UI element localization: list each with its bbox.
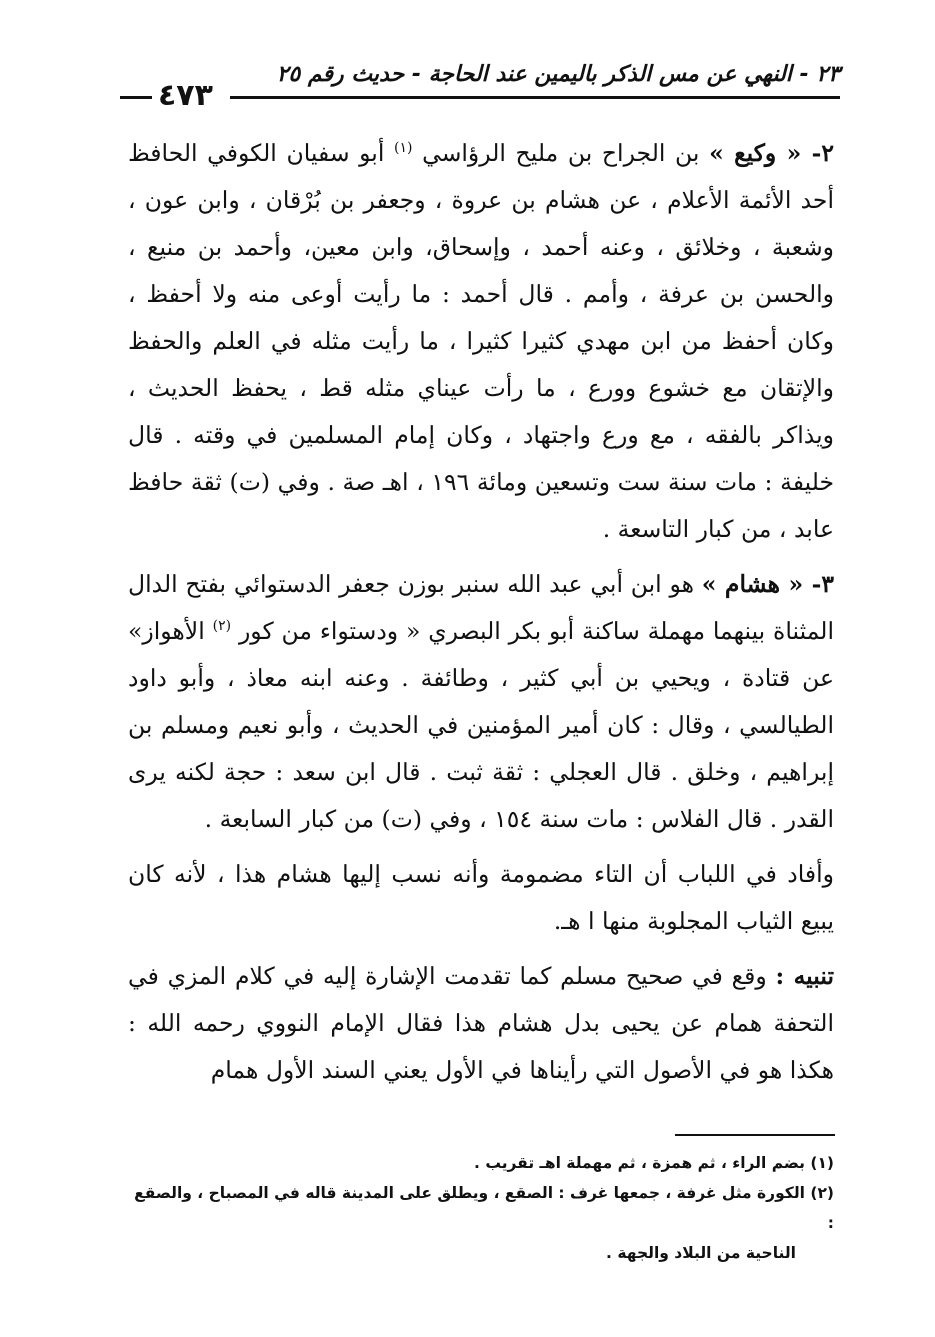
entry-label-hisham: ٣- « هشام » <box>701 570 834 598</box>
entry-label-waki: ٢- « وكيع » <box>709 139 834 167</box>
footnote-2-continued: الناحية من البلاد والجهة . <box>606 1244 796 1262</box>
paragraph-tanbih <box>128 953 834 1094</box>
tanbih-label: تنبيه : <box>775 962 834 990</box>
main-text <box>128 130 834 1094</box>
running-title: ٢٣ - النهي عن مس الذكر باليمين عند الحاجة - حديث رقم ٢٥ <box>276 62 840 87</box>
page-number: ٤٧٣ <box>158 78 213 113</box>
footnote-rule <box>675 1134 835 1136</box>
paragraph-waki <box>128 130 834 553</box>
footnote-2: (٢) الكورة مثل غرفة ، جمعها غرف : الصقع ، ويطلق على المدينة قاله في المصباح ، والصقع : <box>134 1184 834 1232</box>
paragraph-text: بن الجراح بن مليح الرؤاسي <box>422 139 700 167</box>
footnote-1: (١) بضم الراء ، ثم همزة ، ثم مهملة اهـ تقريب . <box>474 1154 834 1172</box>
paragraph-text: الأهواز» عن قتادة ، ويحيي بن أبي كثير ، وطائفة . وعنه ابنه معاذ ، وأبو داود الطيالسي ، وقال : كان أمير المؤمنين في الحديث ، وأبو نعيم ومسلم بن إبراهيم ، وخلق . قال العجلي : ثقة ثبت . قال ابن سعد : حجة لكنه يرى القدر . قال الفلاس : مات سنة ١٥٤ ، وفي (ت) من كبار السابعة . <box>128 617 834 833</box>
header-rule <box>230 96 840 99</box>
footnotes <box>128 1148 834 1268</box>
paragraph-lubab: وأفاد في اللباب أن التاء مضمومة وأنه نسب إليها هشام هذا ، لأنه كان يبيع الثياب المجلوبة منها ا هـ. <box>128 860 834 935</box>
footnote-ref-2: (٢) <box>212 618 232 635</box>
paragraph-text: وقع في صحيح مسلم كما تقدمت الإشارة إليه في كلام المزي في التحفة همام عن يحيى بدل هشام هذا فقال الإمام النووي رحمه الله : هكذا هو في الأصول التي رأيناها في الأول يعني السند الأول همام <box>128 962 834 1084</box>
footnote-ref-1: (١) <box>394 140 413 157</box>
header-rule-short <box>120 96 152 99</box>
paragraph-text: أبو سفيان الكوفي الحافظ أحد الأئمة الأعلام ، عن هشام بن عروة ، وجعفر بن بُرْقان ، وابن عون ، وشعبة ، وخلائق ، وعنه أحمد ، وإسحاق، وابن معين، وأحمد بن منيع ، والحسن بن عرفة ، وأمم . قال أحمد : ما رأيت أوعى منه ولا أحفظ ، وكان أحفظ من ابن مهدي كثيرا كثيرا ، ما رأيت مثله في العلم والحفظ والإتقان مع خشوع وورع ، ما رأت عيناي مثله قط ، يحفظ الحديث ، ويذاكر بالفقه ، مع ورع واجتهاد ، وكان إمام المسلمين في وقته . قال خليفة : مات سنة ست وتسعين ومائة ١٩٦ ، اهـ صة . وفي (ت) ثقة حافظ عابد ، من كبار التاسعة . <box>128 139 835 543</box>
paragraph-text: هو ابن أبي عبد الله سنبر بوزن جعفر الدستوائي بفتح الدال المثناة بينهما مهملة ساكنة أبو بكر البصري « ودستواء من كور <box>128 570 834 645</box>
page-header <box>120 58 840 113</box>
paragraph-hisham <box>128 561 834 843</box>
